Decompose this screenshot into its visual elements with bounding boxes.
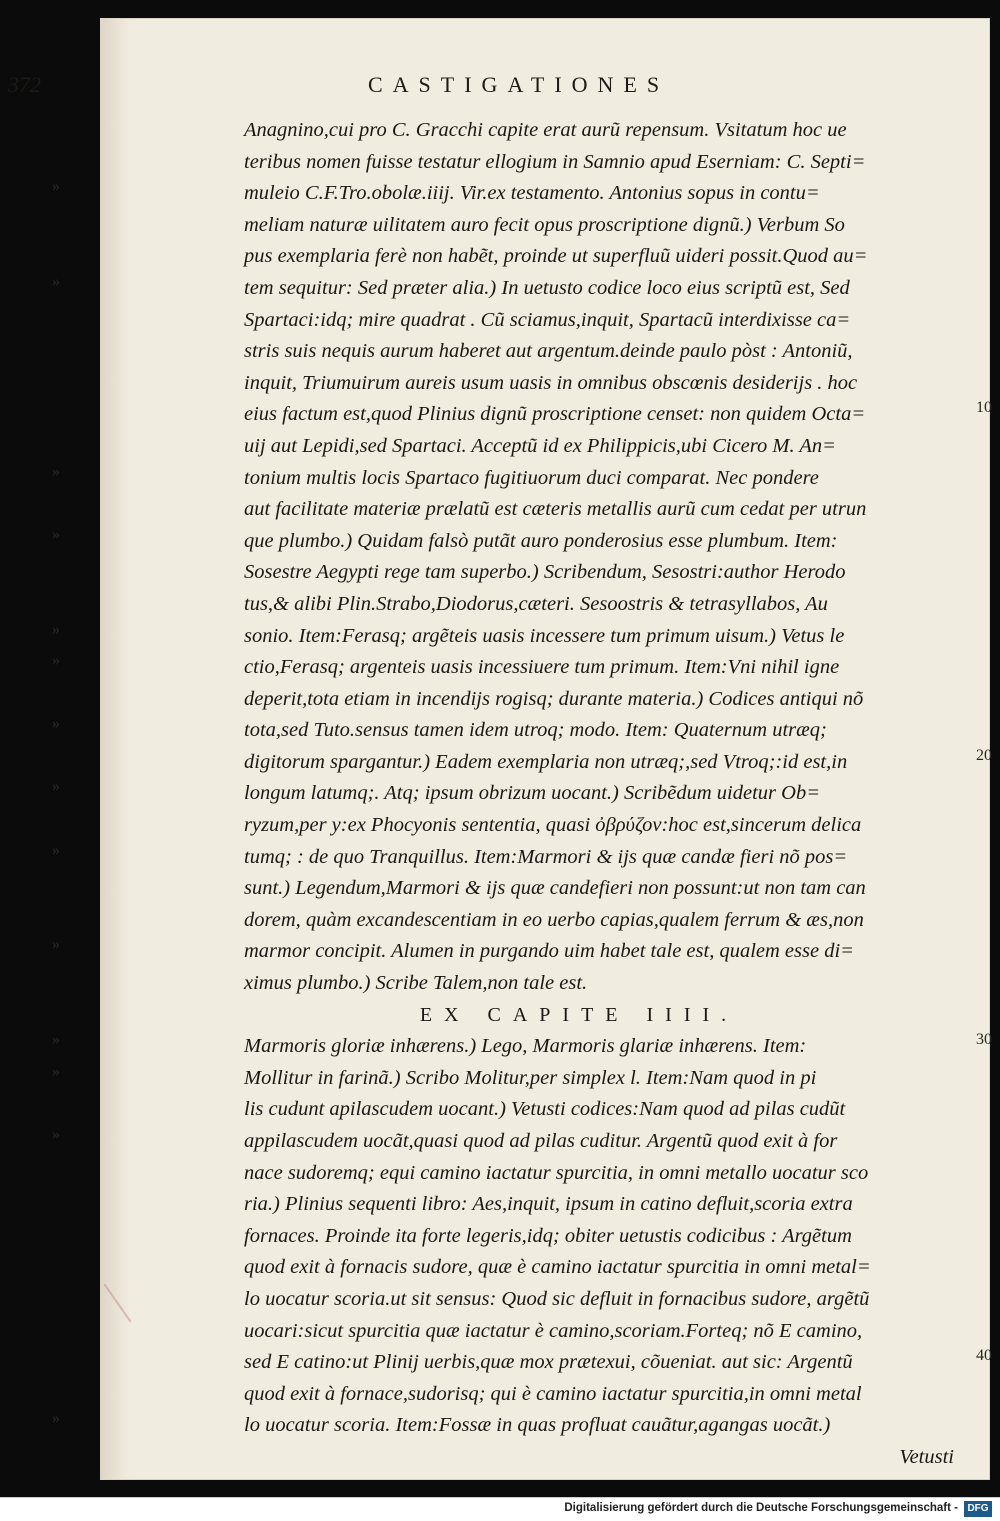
text-line: eius factum est,quod Plinius dignũ proscriptione censet: non quidem Octa= xyxy=(244,403,866,426)
text-line: aut facilitate materiæ prælatũ est cæteris metallis aurũ cum cedat per utrun xyxy=(244,498,867,521)
text-line-row xyxy=(52,462,954,495)
text-line-row xyxy=(244,241,954,273)
text-line: Anagnino,cui pro C. Gracchi capite erat aurũ repensum. Vsitatum hoc ue xyxy=(244,119,847,141)
text-line: quod exit à fornace,sudorisq; qui è camino iactatur spurcitia,in omni metal xyxy=(244,1382,862,1405)
quotation-marker: » xyxy=(52,841,60,859)
quotation-marker: » xyxy=(52,272,60,290)
text-line-row xyxy=(244,1347,992,1379)
line-number: 10 xyxy=(976,399,992,417)
text-line-row xyxy=(52,652,954,684)
text-line: uij aut Lepidi,sed Spartaci. Acceptũ id ex Philippicis,ubi Cicero M. An= xyxy=(244,434,836,457)
text-line: tumq; : de quo Tranquillus. Item:Marmori & ijs quæ candæ fieri nõ pos= xyxy=(244,845,848,868)
text-line: sed E catino:ut Plinij uerbis,quæ mox prætexui, cõueniat. aut sic: Argentũ xyxy=(244,1351,853,1374)
text-line-row xyxy=(244,1316,954,1348)
text-line: tem sequitur: Sed præter alia.) In uetusto codice loco eius scriptũ est, Sed xyxy=(244,276,850,299)
text-line: sonio. Item:Ferasq; argẽteis uasis incessere tum primum uisum.) Vetus le xyxy=(244,624,845,647)
text-line-row xyxy=(244,557,954,589)
text-line: sunt.) Legendum,Marmori & ijs quæ candefieri non possunt:ut non tam can xyxy=(244,877,866,900)
text-line-row xyxy=(52,715,954,747)
text-line: Sosestre Aegypti rege tam superbo.) Scribendum, Sesostri:author Herodo xyxy=(244,561,846,584)
quotation-marker: » xyxy=(52,715,60,733)
text-line: lo uocatur scoria. Item:Fossæ in quas profluat cauãtur,agangas uocãt.) xyxy=(244,1414,831,1437)
text-line-row xyxy=(52,778,954,810)
text-line-row xyxy=(244,1252,954,1284)
footer-credit: Digitalisierung gefördert durch die Deutsche Forschungsgemeinschaft - xyxy=(564,1502,958,1514)
body-text-part-2 xyxy=(52,1031,992,1442)
quotation-marker: » xyxy=(52,652,60,670)
text-line-row xyxy=(244,589,954,621)
body-text-part-1 xyxy=(52,115,992,1000)
text-line: que plumbo.) Quidam falsò putãt auro ponderosius esse plumbum. Item: xyxy=(244,529,838,552)
text-line: ximus plumbo.) Scribe Talem,non tale est. xyxy=(244,972,588,995)
text-line-row xyxy=(244,1189,954,1221)
text-line: digitorum spargantur.) Eadem exemplaria non utræq;,sed Vtroq;:id est,in xyxy=(244,750,848,773)
text-line-row xyxy=(244,210,954,242)
text-line-row xyxy=(52,1062,954,1095)
text-line-row xyxy=(244,399,992,431)
quotation-marker: » xyxy=(52,525,60,543)
quotation-marker: » xyxy=(52,1031,60,1049)
dfg-logo: DFG xyxy=(964,1501,992,1517)
text-line: longum latumq;. Atq; ipsum obrizum uocant.) Scribẽdum uidetur Ob= xyxy=(244,782,821,805)
text-line-row xyxy=(244,1379,954,1411)
line-number: 30 xyxy=(976,1031,992,1049)
quotation-marker: » xyxy=(52,178,60,196)
text-line-row xyxy=(244,494,954,526)
text-line-row xyxy=(52,1410,954,1442)
text-line-row xyxy=(244,1284,954,1316)
text-line-row xyxy=(244,305,954,337)
quotation-marker: » xyxy=(52,778,60,796)
text-line-row xyxy=(52,272,954,305)
text-line-row xyxy=(244,810,954,842)
text-line-row xyxy=(244,147,954,179)
text-line: lo uocatur scoria.ut sit sensus: Quod sic defluit in fornacibus sudore, argẽtũ xyxy=(244,1287,870,1310)
text-line-row xyxy=(244,684,954,716)
text-line-row xyxy=(52,936,954,968)
text-line: quod exit à fornacis sudore, quæ è camino iactatur spurcitia in omni metal= xyxy=(244,1256,871,1279)
text-line: tus,& alibi Plin.Strabo,Diodorus,cæteri. Sesoostris & tetrasyllabos, Au xyxy=(244,592,828,615)
text-line: tota,sed Tuto.sensus tamen idem utroq; modo. Item: Quaternum utræq; xyxy=(244,719,827,742)
text-line: inquit, Triumuirum aureis usum uasis in omnibus obscœnis desiderijs . hoc xyxy=(244,371,858,394)
footer-bar xyxy=(0,1497,1000,1521)
pencil-mark xyxy=(104,1268,155,1323)
line-number: 20 xyxy=(976,746,992,764)
text-line: teribus nomen fuisse testatur ellogium in Samnio apud Eserniam: C. Septi= xyxy=(244,150,866,173)
text-line: appilascudem uocãt,quasi quod ad pilas cuditur. Argentũ quod exit à for xyxy=(244,1130,838,1152)
text-line-row xyxy=(244,336,954,368)
text-line: fornaces. Proinde ita forte legeris,idq; obiter uetustis codicibus : Argẽtum xyxy=(244,1224,852,1247)
text-line-row xyxy=(52,620,954,653)
text-line: nace sudoremq; equi camino iactatur spurcitia, in omni metallo uocatur sco xyxy=(244,1161,869,1184)
text-line-row xyxy=(244,1094,954,1126)
catchword: Vetusti xyxy=(899,1445,954,1468)
text-line: Mollitur in farinã.) Scribo Molitur,per simplex l. Item:Nam quod in pi xyxy=(244,1066,817,1089)
quotation-marker: » xyxy=(52,620,60,638)
text-line-row xyxy=(244,1158,954,1190)
text-line: ctio,Ferasq; argenteis uasis incessiuere tum primum. Item:Vni nihil igne xyxy=(244,656,840,679)
text-line-row xyxy=(244,968,954,1000)
text-line-row xyxy=(52,1031,992,1063)
text-line: pus exemplaria ferè non habẽt, proinde ut superfluũ uideri possit.Quod au= xyxy=(244,245,868,268)
text-line: Marmoris gloriæ inhærens.) Lego, Marmoris glariæ inhærens. Item: xyxy=(244,1035,807,1058)
text-line: ria.) Plinius sequenti libro: Aes,inquit, ipsum in catino defluit,scoria extra xyxy=(244,1193,853,1216)
quotation-marker: » xyxy=(52,1062,60,1080)
quotation-marker: » xyxy=(52,1126,60,1143)
text-line-row xyxy=(244,115,954,147)
text-block xyxy=(52,115,992,1474)
quotation-marker: » xyxy=(52,936,60,954)
text-line: meliam naturæ uilitatem auro fecit opus proscriptione dignũ.) Verbum So xyxy=(244,213,845,236)
text-line: marmor concipit. Alumen in purgando uim habet tale est, qualem esse di= xyxy=(244,940,854,963)
section-heading: EX CAPITE IIII. xyxy=(419,1003,739,1026)
text-line-row xyxy=(244,873,954,905)
text-line: stris suis nequis aurum haberet aut argentum.deinde paulo pòst : Antoniũ, xyxy=(244,340,853,363)
text-line-row xyxy=(52,525,954,558)
text-line: deperit,tota etiam in incendijs rogisq; durante materia.) Codices antiqui nõ xyxy=(244,687,864,710)
page-number: 372 xyxy=(8,72,41,97)
text-line-row xyxy=(244,368,954,400)
text-line: dorem, quàm excandescentiam in eo uerbo capias,qualem ferrum & æs,non xyxy=(244,908,864,931)
text-line-row xyxy=(244,746,992,779)
text-line-row xyxy=(244,431,954,463)
text-line: muleio C.F.Tro.obolæ.iiij. Vir.ex testamento. Antonius sopus in contu= xyxy=(244,182,820,205)
text-line: Spartaci:idq; mire quadrat . Cũ sciamus,inquit, Spartacũ interdixisse ca= xyxy=(244,308,851,331)
text-line-row xyxy=(244,1221,954,1253)
text-line-row xyxy=(244,905,954,937)
text-line: lis cudunt apilascudem uocant.) Vetusti codices:Nam quod ad pilas cudũt xyxy=(244,1098,846,1121)
running-head: CASTIGATIONES xyxy=(368,72,670,97)
text-line: uocari:sicut spurcitia quæ iactatur è camino,scoriam.Forteq; nõ E camino, xyxy=(244,1319,863,1342)
line-number: 40 xyxy=(976,1347,992,1365)
text-line: ryzum,per y:ex Phocyonis sententia, quasi ὀβρύζον:hoc est,sincerum delica xyxy=(244,814,862,837)
text-line: tonium multis locis Spartaco fugitiuorum duci comparat. Nec pondere xyxy=(244,466,819,489)
text-line-row xyxy=(52,1126,954,1158)
text-line-row xyxy=(52,178,954,210)
quotation-marker: » xyxy=(52,462,60,480)
quotation-marker: » xyxy=(52,1410,60,1428)
text-line-row xyxy=(52,841,954,874)
